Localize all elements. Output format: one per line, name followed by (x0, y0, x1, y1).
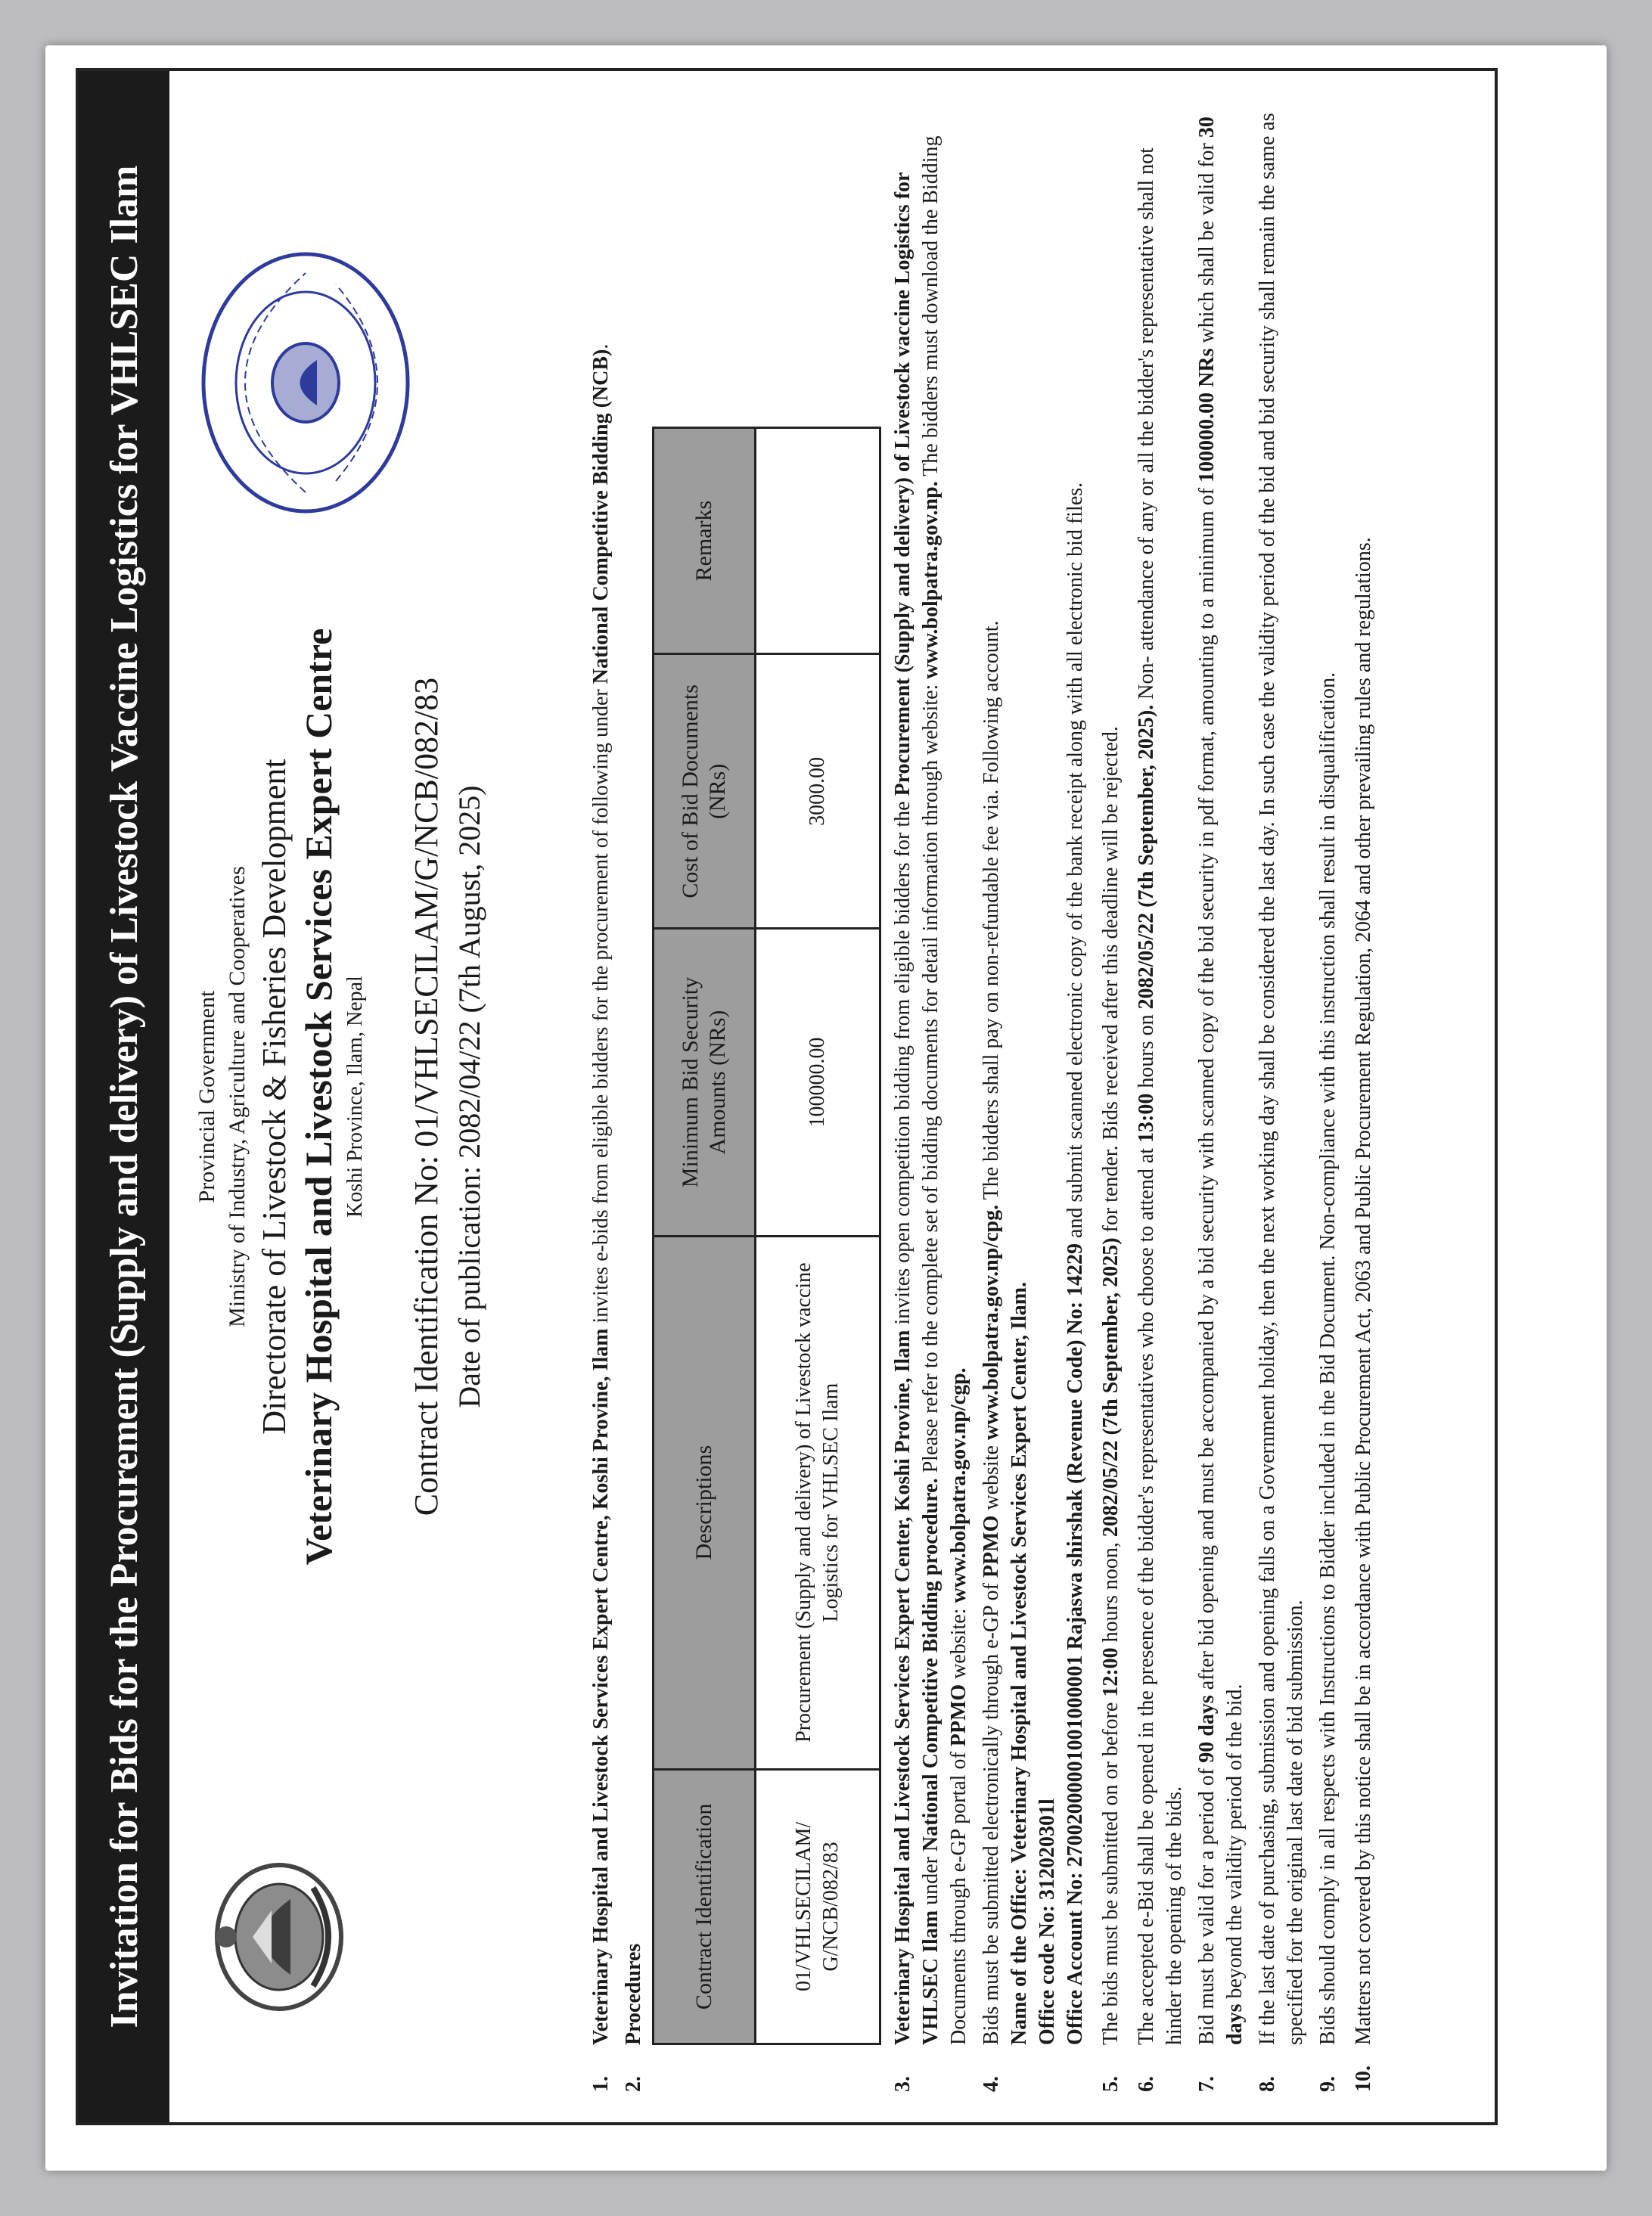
notice-page (76, 68, 1573, 2125)
header-address: Koshi Province, Ilam, Nepal (343, 976, 367, 1218)
item-5: 5. The bids must be submitted on or before 12:00 hours noon, 2082/05/22 (7th September, 2025) for tender. Bids received after this deadline will be rejected. (1099, 726, 1123, 2092)
col-descriptions: Descriptions (654, 1236, 756, 1769)
item-4: 4. Bids must be submitted electronically through e-GP of PPMO website www.bolpatra.gov.np/cpg. The bidders shall pay on non-refundable fee via. Following account. Name of the Office: Veterinary Hospital and Livestock Services Expert Center, Ilam. Office code No: 312020301l Office Account No: 27002000001001000001 Rajaswa shirshak (Revenue Code) No: 14229 and submit scanned electronic copy of the bank receipt along with all electronic bid files. (977, 95, 1089, 2092)
cell-description: Procurement (Supply and delivery) of Livestock vaccine Logistics for VHLSEC Ilam (756, 1236, 880, 1769)
publication-date-line: Date of publication: 2082/04/22 (7th August, 2025) (452, 785, 486, 1408)
office-code-line: Office code No: 312020301l (1036, 1799, 1059, 2045)
item-1: 1. Veterinary Hospital and Livestock Services Expert Centre, Koshi Provine, Ilam invites e-bids from eligible bidders for the procurement of following under National Competitive Bidding (NCB). (589, 343, 613, 2092)
notice-frame (76, 68, 1498, 2125)
item-3: 3. Veterinary Hospital and Livestock Services Expert Center, Koshi Provine, Ilam invites open competition bidding from eligible bidders for the Procurement (Supply and delivery) of Livestock vaccine Logistics for VHLSEC Ilam under National Competitive Bidding procedure. Please refer to the complete set of bidding documents for detail information through website: www.bolpatra.gov.np. The bidders must download the Bidding Documents through e-GP portal of PPMO website: www.bolpatra.gov.np/cgp. (891, 135, 970, 2092)
office-account-line: Office Account No: 27002000001001000001 Rajaswa shirshak (Revenue Code) No: 14229 and submit scanned electronic copy of the bank receipt along with all electronic bid files. (1064, 482, 1087, 2045)
bid-table (652, 427, 881, 2045)
header-office-name: Veterinary Hospital and Livestock Services Expert Centre (297, 628, 340, 1566)
item-2: 2. Procedures (622, 1943, 645, 2092)
item-7: 7. Bid must be valid for a period of 90 days after bid opening and must be accompanied by a bid security with scanned copy of the bid security in pdf format, amounting to a minimum of 100000.00 NRs which shall be valid for 30 days beyond the validity period of the bid. (1195, 116, 1247, 2092)
notice-body (587, 95, 1382, 2092)
bid-table-header-row (654, 428, 756, 2044)
cell-bid-security: 100000.00 (756, 929, 880, 1236)
item-10: 10. Matters not covered by this notice shall be in accordance with Public Procurement Act, 2063 and Public Procurement Regulation, 2064 and other prevailing rules and regulations. (1352, 537, 1375, 2092)
contract-identification-line: Contract Identification No: 01/VHLSECILAM/G/NCB/082/83 (408, 677, 445, 1516)
col-remarks: Remarks (654, 428, 756, 654)
office-seal-stamp (192, 247, 419, 519)
col-cost-of-documents: Cost of Bid Documents (NRs) (654, 654, 756, 929)
col-bid-security: Minimum Bid Security Amounts (NRs) (654, 929, 756, 1236)
cell-remarks (756, 428, 880, 654)
table-row (756, 428, 880, 2044)
header-ministry: Ministry of Industry, Agriculture and Cooperatives (225, 866, 250, 1327)
cell-document-cost: 3000.00 (756, 654, 880, 929)
item-9: 9. Bids should comply in all respects with Instructions to Bidder included in the Bid Document. Non-compliance with this instruction shall result in disqualification. (1316, 672, 1340, 2092)
header-provincial-government: Provincial Government (194, 990, 219, 1203)
item-8: 8. If the last date of purchasing, submission and opening falls on a Government holiday, then the next working day shall be considered the last day. In such case the validity period of the bid and bid security shall remain the same as specified for the original last date of bid submission. (1256, 113, 1307, 2092)
header-directorate: Directorate of Livestock & Fisheries Development (256, 759, 293, 1435)
nepal-government-emblem-icon (200, 1858, 351, 2016)
col-contract-identification: Contract Identification (654, 1769, 756, 2044)
notice-banner-title: Invitation for Bids for the Procurement (Supply and delivery) of Livestock Vaccine Logistics for VHLSEC Ilam (79, 71, 169, 2122)
office-name-line: Name of the Office: Veterinary Hospital and Livestock Services Expert Center, Ilam. (1008, 1281, 1031, 2045)
item-6: 6. The accepted e-Bid shall be opened in the presence of the bidder's representatives who choose to attend at 13:00 hours on 2082/05/22 (7th September, 2025). Non- attendance of any or all the bidder's representative shall not hinder the opening of the bids. (1135, 147, 1186, 2092)
cell-contract-id: 01/VHLSECILAM/ G/NCB/082/83 (756, 1769, 880, 2044)
